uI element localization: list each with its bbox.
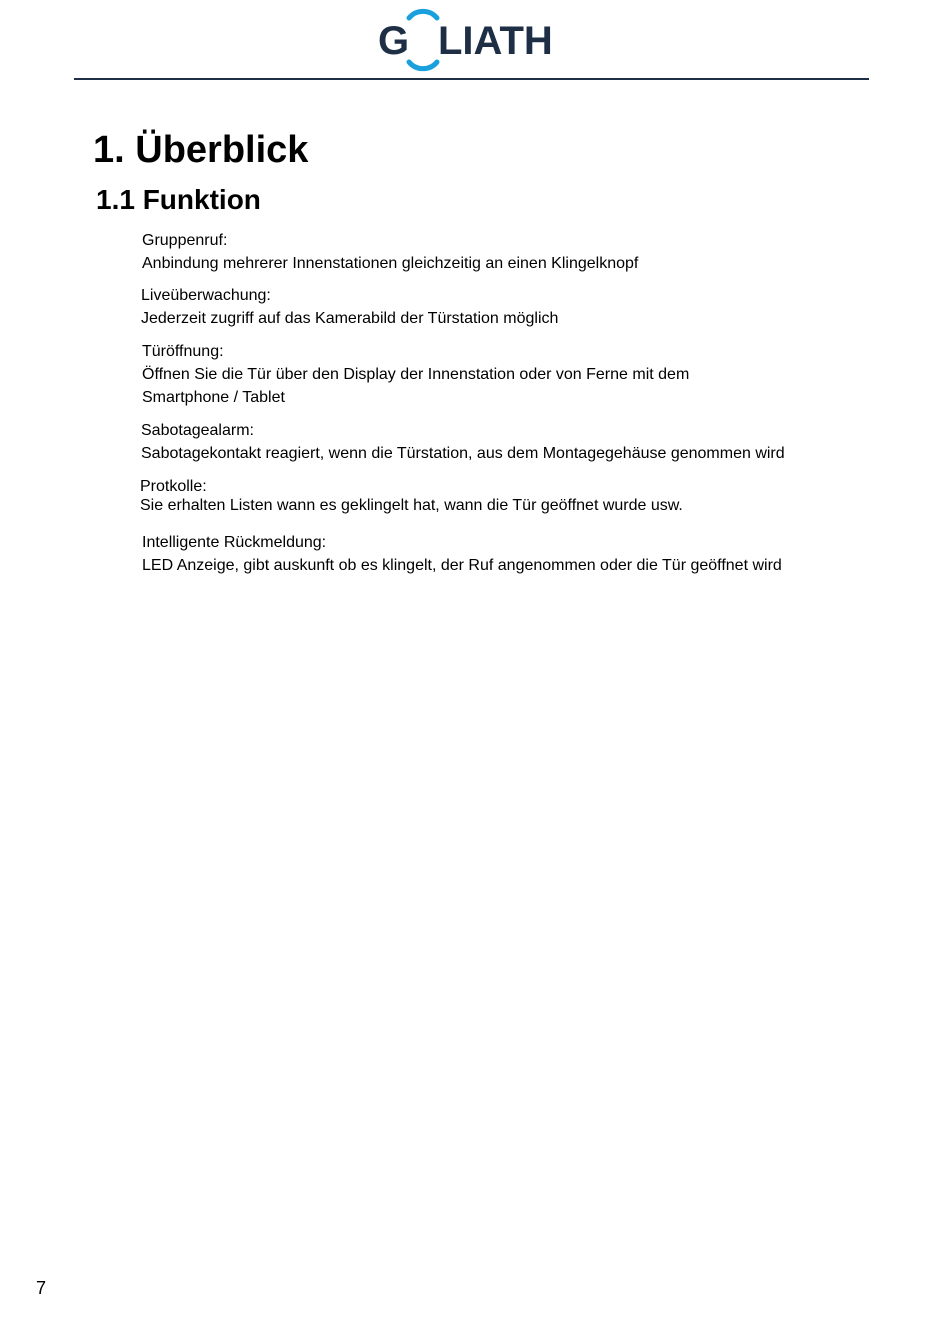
feature-sabotagealarm [141, 419, 785, 465]
goliath-logo [378, 6, 553, 72]
svg-text:LIATH: LIATH [438, 19, 553, 63]
feature-description: Smartphone / Tablet [142, 389, 285, 406]
feature-title: Protkolle: [140, 478, 207, 495]
feature-description: Jederzeit zugriff auf das Kamerabild der Türstation möglich [141, 310, 559, 327]
feature-description: Sie erhalten Listen wann es geklingelt hat, wann die Tür geöffnet wurde usw. [140, 497, 683, 514]
feature-title: Türöffnung: [142, 343, 224, 360]
feature-description: Öffnen Sie die Tür über den Display der Innenstation oder von Ferne mit dem [142, 366, 690, 383]
page-number: 7 [36, 1278, 47, 1298]
feature-title: Liveüberwachung: [141, 287, 271, 304]
feature-description: LED Anzeige, gibt auskunft ob es klingelt, der Ruf angenommen oder die Tür geöffnet wird [142, 557, 782, 574]
feature-title: Sabotagealarm: [141, 422, 254, 439]
section-heading: 1.1 Funktion [96, 184, 261, 215]
feature-title: Intelligente Rückmeldung: [142, 534, 327, 551]
feature-gruppenruf [142, 229, 638, 275]
feature-description: Sabotagekontakt reagiert, wenn die Türstation, aus dem Montagegehäuse genommen wird [141, 445, 785, 462]
feature-tueroeffnung [142, 340, 689, 409]
svg-text:G: G [378, 19, 410, 63]
feature-liveueberwachung [141, 284, 558, 330]
feature-title: Gruppenruf: [142, 232, 228, 249]
feature-description: Anbindung mehrerer Innenstationen gleichzeitig an einen Klingelknopf [142, 255, 639, 272]
feature-protokolle [140, 477, 683, 515]
feature-rueckmeldung [142, 531, 782, 577]
page-title: 1. Überblick [93, 129, 309, 171]
header-rule [74, 78, 869, 80]
